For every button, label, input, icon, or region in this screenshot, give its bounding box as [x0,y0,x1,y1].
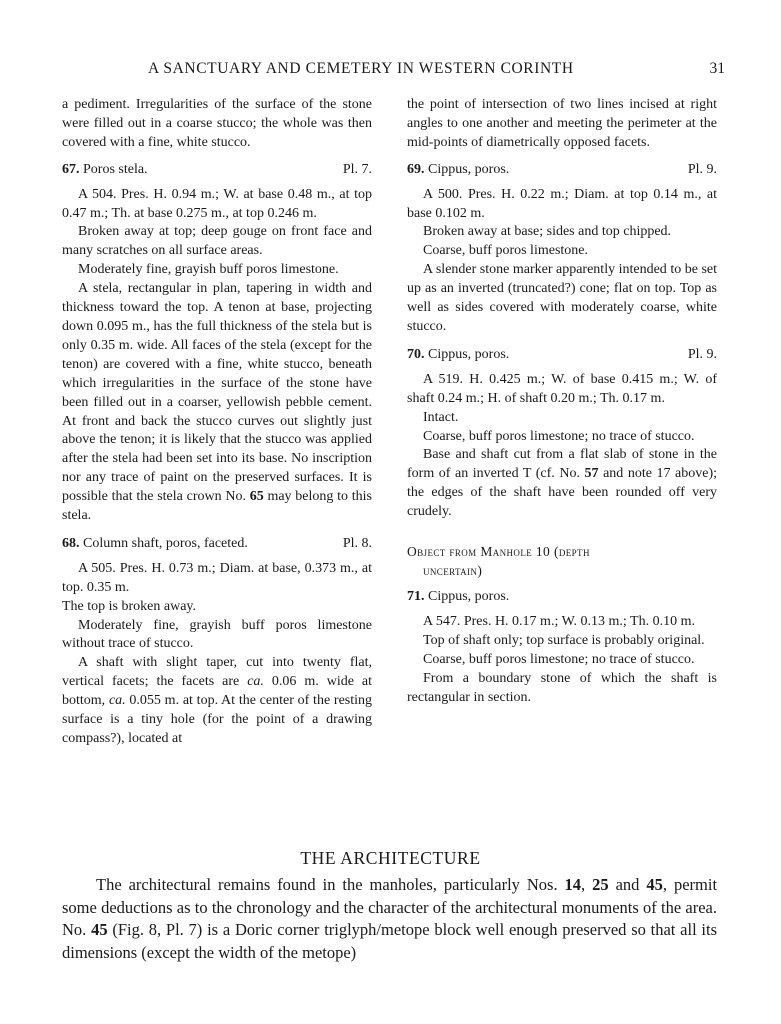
right-column [407,96,717,707]
entry-title: Cippus, poros. [428,161,510,177]
description-text: 0.06 m. wide at bottom, [62,674,372,709]
entry-number: 70. [407,346,425,362]
entry-69-description: A slender stone marker apparently intended to be set up as an inverted (truncated?) cone; flat on top. Top as well as sides covered with moderately coarse, white stucco. [407,262,717,334]
running-title: A SANCTUARY AND CEMETERY IN WESTERN CORINTH [148,60,574,77]
entry-67-description [62,280,372,526]
catalogue-reference: 14 [564,875,582,894]
architecture-paragraph [62,874,717,964]
entry-68-material: Moderately fine, grayish buff poros limestone without trace of stucco. [62,617,372,652]
description-text: A stela, rectangular in plan, tapering in width and thickness toward the top. A tenon at base, projecting down 0.095 m., has the full thickness of the stela but is only 0.35 m. wide. All faces of the stela (except for the tenon) are covered with a fine, white stucco, beneath which irregularities in the surface of the stone have been filled out in a coarser, yellowish pebble cement. At front and back the stucco curves out slightly just above the tenon; it is likely that the stucco was applied after the stela had been set into its base. No inscription nor any trace of paint on the preserved surfaces. It is possible that the stela crown No. [62,281,372,505]
entry-69-heading [407,161,717,180]
entry-67-measurements: A 504. Pres. H. 0.94 m.; W. at base 0.48 m., at top 0.47 m.; Th. at base 0.275 m., at top 0.246 m. [62,186,372,221]
description-text: Base and shaft cut from a flat slab of stone in the form of an inverted T (cf. No. [407,447,717,482]
entry-69-measurements: A 500. Pres. H. 0.22 m.; Diam. at top 0.14 m., at base 0.102 m. [407,186,717,221]
entry-title: Cippus, poros. [428,346,510,362]
circa-abbrev: ca. [108,693,126,709]
section-heading [407,542,717,580]
catalogue-reference: 45 [646,875,663,894]
catalogue-reference: 57 [584,466,599,482]
entry-68-heading [62,535,372,554]
description-text: and note 17 above); the edges of the shaft have been rounded off very crudely. [407,466,718,520]
entry-70-description [407,446,717,522]
entry-71-description: From a boundary stone of which the shaft is rectangular in section. [407,670,717,705]
entry-67-material: Moderately fine, grayish buff poros limestone. [78,262,339,278]
section-heading-line: Object from Manhole 10 (depth [407,544,590,560]
plate-reference: Pl. 7. [342,161,372,177]
entry-number: 67. [62,161,80,177]
entry-67-condition: Broken away at top; deep gouge on front face and many scratches on all surface areas. [62,224,372,259]
body-text: and [615,875,640,894]
entry-70-heading [407,346,717,365]
continued-text: the point of intersection of two lines incised at right angles to one another and meeting the perimeter at the mid-points of diametrically opposed facets. [407,97,717,150]
body-text: , permit some deductions as to the chronology and the character of the architectural monuments of the area. No. [62,875,718,939]
entry-number: 71. [407,589,425,605]
body-text: (Fig. 8, Pl. 7) is a Doric corner triglyph/metope block well enough preserved so that all its dimensions (except the width of the metope) [62,920,718,962]
entry-71-condition: Top of shaft only; top surface is probably original. [423,632,705,648]
plate-reference: Pl. 8. [342,535,372,551]
entry-71-measurements: A 547. Pres. H. 0.17 m.; W. 0.13 m.; Th. 0.10 m. [423,613,695,629]
description-text: A shaft with slight taper, cut into twenty flat, vertical facets; the facets are [62,655,372,690]
entry-68-description [62,654,372,749]
entry-71-material: Coarse, buff poros limestone; no trace of stucco. [423,651,695,667]
entry-71-heading [407,588,717,607]
section-title: THE ARCHITECTURE [300,848,481,868]
body-text: The architectural remains found in the manholes, particularly Nos. [96,875,558,894]
catalogue-reference: 65 [249,489,264,505]
plate-reference: Pl. 9. [687,161,717,177]
separator: , [581,875,586,894]
left-column [62,96,372,749]
catalogue-reference: 45 [91,920,108,939]
entry-number: 69. [407,161,425,177]
page-header [60,60,725,82]
entry-68-measurements: A 505. Pres. H. 0.73 m.; Diam. at base, 0.373 m., at top. 0.35 m. [62,560,372,595]
catalogue-reference: 25 [592,875,609,894]
entry-70-material: Coarse, buff poros limestone; no trace of stucco. [423,428,695,444]
entry-69-material: Coarse, buff poros limestone. [423,243,588,259]
entry-70-condition: Intact. [423,409,459,425]
entry-70-measurements: A 519. H. 0.425 m.; W. of base 0.415 m.; W. of shaft 0.24 m.; H. of shaft 0.20 m.; Th. 0.17 m. [407,371,717,406]
entry-title: Poros stela. [83,161,148,177]
page-number: 31 [709,60,725,77]
entry-69-condition: Broken away at base; sides and top chipped. [423,224,672,240]
plate-reference: Pl. 9. [687,346,717,362]
architecture-body [62,874,717,964]
entry-title: Column shaft, poros, faceted. [83,535,248,551]
entry-68-condition: The top is broken away. [62,598,196,614]
circa-abbrev: ca. [247,674,264,690]
continued-text: a pediment. Irregularities of the surface of the stone were filled out in a coarse stucco; the whole was then covered with a fine, white stucco. [62,97,372,150]
section-heading-line: uncertain) [423,563,483,579]
description-text: may belong to this stela. [62,489,373,524]
entry-number: 68. [62,535,80,551]
description-text: 0.055 m. at top. At the center of the resting surface is a tiny hole (for the point of a drawing compass?), located at [62,693,373,746]
entry-67-heading [62,161,372,180]
entry-title: Cippus, poros. [428,589,510,605]
